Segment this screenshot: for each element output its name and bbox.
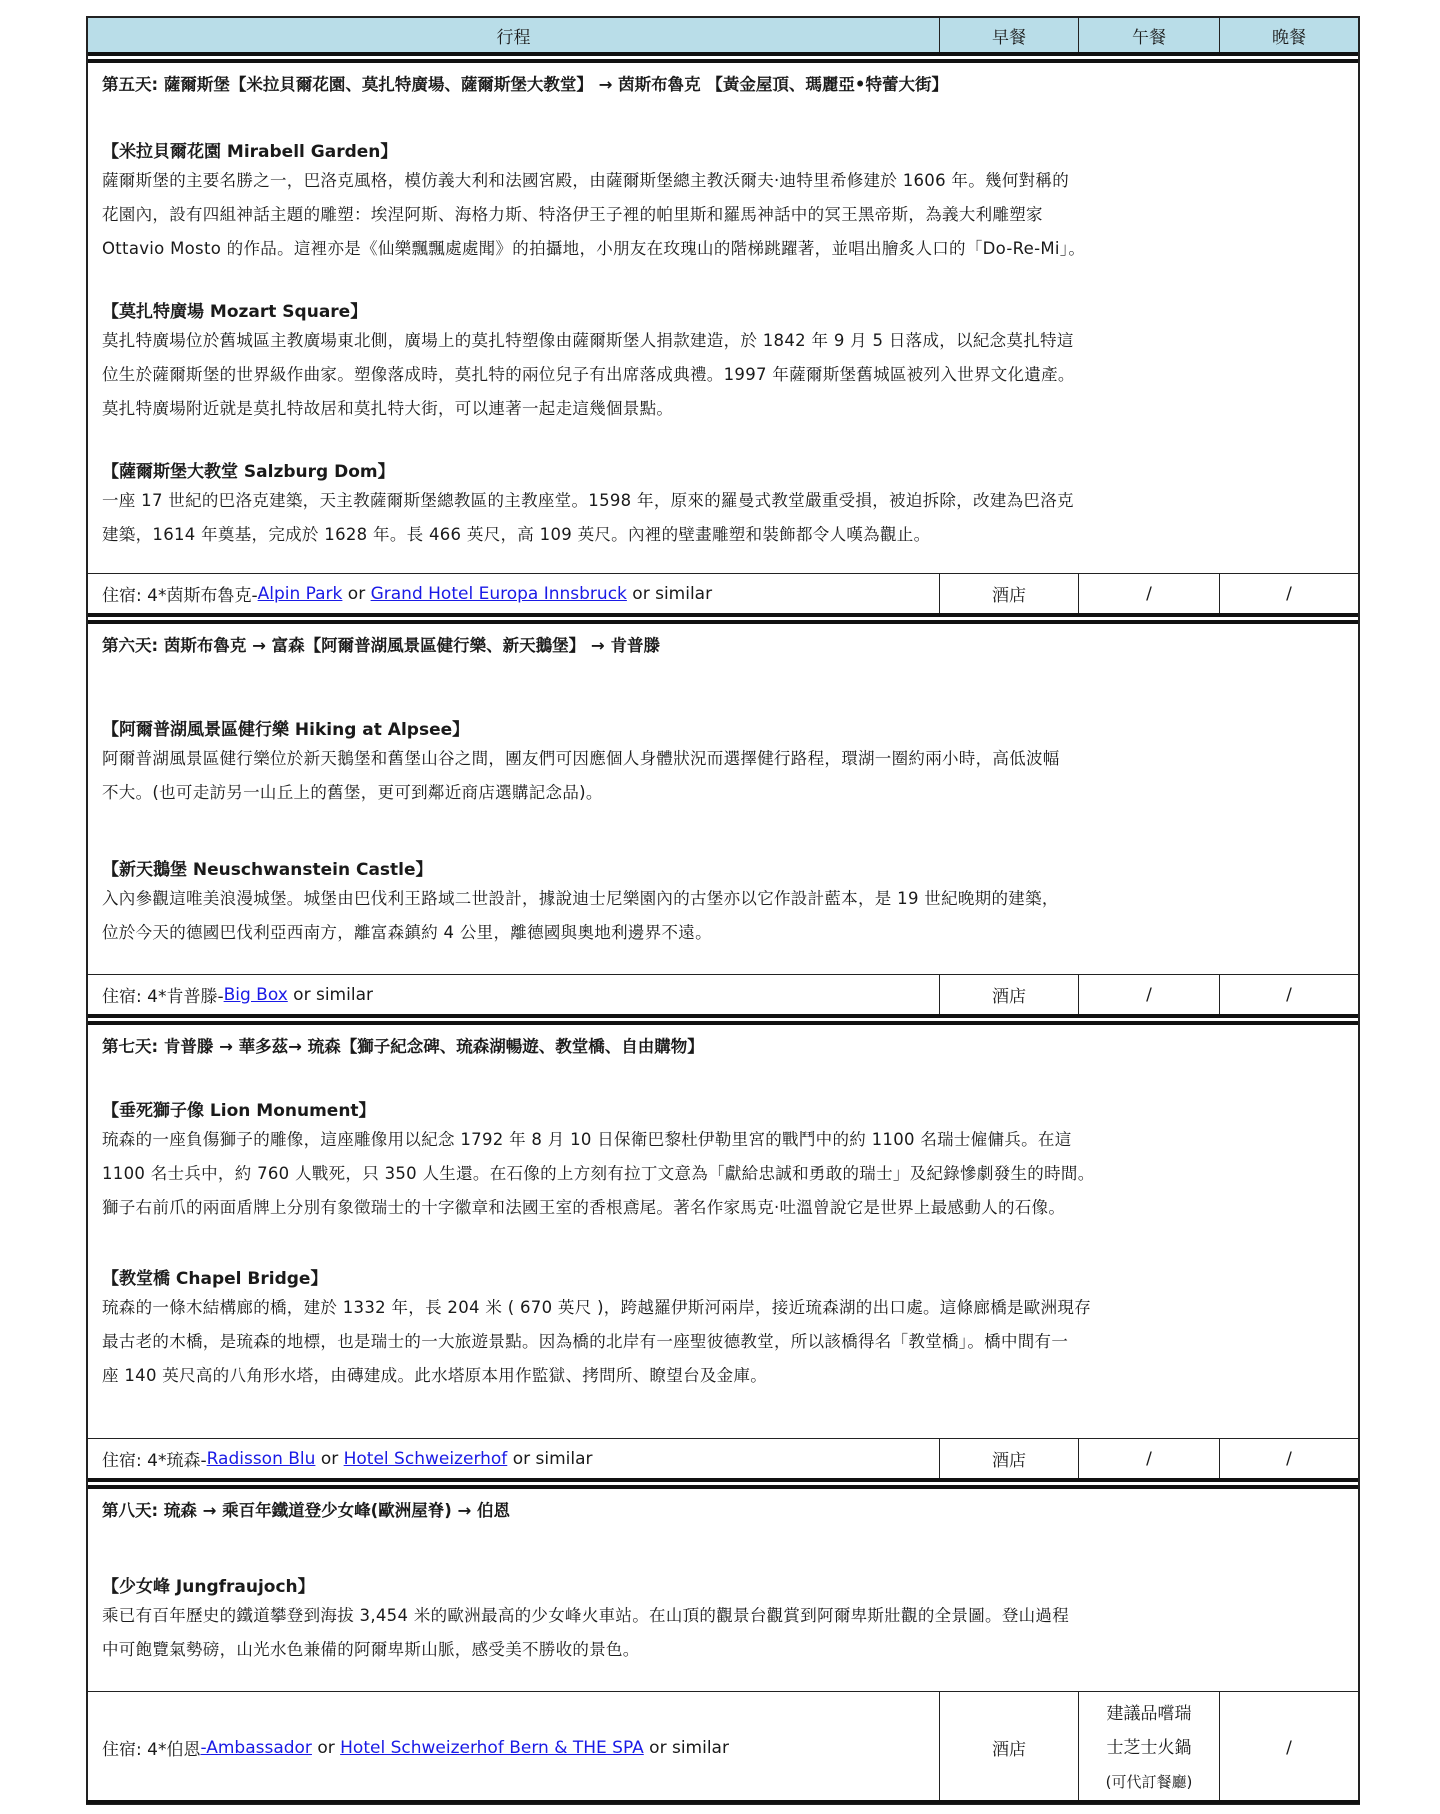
section-title: 【莫扎特廣場 Mozart Square】 <box>102 302 368 322</box>
section-title: 【米拉貝爾花園 Mirabell Garden】 <box>102 142 398 162</box>
section-line: 琉森的一條木結構廊的橋，建於 1332 年，長 204 米 ( 670 英尺 )，跨越羅伊斯河兩岸，接近琉森湖的出口處。這條廊橋是歐洲現存 <box>102 1298 1092 1317</box>
dinner-cell: / <box>1286 984 1292 1005</box>
section-line: 中可飽覽氣勢磅，山光水色兼備的阿爾卑斯山脈，感受美不勝收的景色。 <box>102 1640 640 1659</box>
section-line: 不大。(也可走訪另一山丘上的舊堡，更可到鄰近商店選購記念品)。 <box>102 783 603 802</box>
hotel-prefix: 住宿: 4*伯恩 <box>102 1740 201 1760</box>
hotel-cell <box>88 1692 940 1803</box>
hotel-link-radisson-blu[interactable]: Radisson Blu <box>206 1448 316 1469</box>
day-6-hotel-row <box>88 974 1358 1014</box>
hotel-prefix: 住宿: 4*琉森- <box>102 1451 207 1471</box>
divider <box>88 1014 1358 1025</box>
hotel-cell <box>88 975 940 1014</box>
section-title: 【新天鵝堡 Neuschwanstein Castle】 <box>102 860 433 880</box>
divider <box>88 1478 1358 1489</box>
breakfast-cell: 酒店 <box>940 1439 1079 1478</box>
day-5-hotel-row <box>88 573 1358 613</box>
lunch-cell: / <box>1079 574 1220 613</box>
lunch-cell <box>1079 1692 1220 1803</box>
hotel-link-big-box[interactable]: Big Box <box>223 984 288 1005</box>
section-line: 座 140 英尺高的八角形水塔，由磚建成。此水塔原本用作監獄、拷問所、瞭望台及金庫。 <box>102 1366 768 1385</box>
section-line: 1100 名士兵中，約 760 人戰死，只 350 人生還。在石像的上方刻有拉丁文意為「獻給忠誠和勇敢的瑞士」及紀錄慘劇發生的時間。 <box>102 1164 1095 1183</box>
hotel-suffix: or similar <box>626 583 713 604</box>
breakfast-cell: 酒店 <box>940 975 1079 1014</box>
day-6-content <box>88 624 1358 974</box>
lunch-line: 士芝士火鍋 <box>1106 1737 1192 1758</box>
lunch-line: 建議品嚐瑞 <box>1106 1703 1192 1724</box>
section-line: 位於今天的德國巴伐利亞西南方，離富森鎮約 4 公里，離德國與奧地利邊界不遠。 <box>102 923 712 942</box>
section-line: 薩爾斯堡的主要名勝之一，巴洛克風格，模仿義大利和法國宮殿，由薩爾斯堡總主教沃爾夫·迪特里希修建於 1606 年。幾何對稱的 <box>102 171 1070 190</box>
section-line: 位生於薩爾斯堡的世界級作曲家。塑像落成時，莫扎特的兩位兒子有出席落成典禮。1997 年薩爾斯堡舊城區被列入世界文化遺產。 <box>102 365 1075 384</box>
dinner-cell: / <box>1286 1448 1292 1469</box>
day-5-content <box>88 63 1358 573</box>
bottom-rule <box>86 1800 1360 1804</box>
section-line: 琉森的一座負傷獅子的雕像，這座雕像用以紀念 1792 年 8 月 10 日保衛巴黎杜伊勒里宮的戰鬥中的約 1100 名瑞士僱傭兵。在這 <box>102 1130 1072 1149</box>
section-line: 最古老的木橋，是琉森的地標，也是瑞士的一大旅遊景點。因為橋的北岸有一座聖彼德教堂，所以該橋得名「教堂橋」。橋中間有一 <box>102 1332 1069 1351</box>
header-dinner: 晚餐 <box>1272 27 1306 48</box>
day-7-content <box>88 1025 1358 1438</box>
divider <box>88 613 1358 624</box>
hotel-link-hotel-schweizerhof-bern[interactable]: Hotel Schweizerhof Bern & THE SPA <box>340 1737 644 1758</box>
lunch-cell: / <box>1079 975 1220 1014</box>
hotel-link-alpin-park[interactable]: Alpin Park <box>257 583 343 604</box>
breakfast-cell: 酒店 <box>940 1692 1079 1803</box>
day-title: 第五天: 薩爾斯堡【米拉貝爾花園、莫扎特廣場、薩爾斯堡大教堂】 → 茵斯布魯克 【黃金屋頂、瑪麗亞•特蕾大街】 <box>102 75 948 94</box>
section-title: 【薩爾斯堡大教堂 Salzburg Dom】 <box>102 462 395 482</box>
section-line: 乘已有百年歷史的鐵道攀登到海拔 3,454 米的歐洲最高的少女峰火車站。在山頂的觀景台觀賞到阿爾卑斯壯觀的全景圖。登山過程 <box>102 1606 1070 1625</box>
hotel-suffix: or similar <box>643 1737 729 1758</box>
lunch-cell: / <box>1079 1439 1220 1478</box>
section-line: 莫扎特廣場附近就是莫扎特故居和莫扎特大街，可以連著一起走這幾個景點。 <box>102 399 674 418</box>
hotel-or: or <box>311 1737 341 1758</box>
dinner-cell: / <box>1286 1737 1292 1758</box>
section-line: 入內參觀這唯美浪漫城堡。城堡由巴伐利王路域二世設計，據說迪士尼樂園內的古堡亦以它作設計藍本，是 19 世紀晚期的建築， <box>102 889 1059 908</box>
day-title: 第六天: 茵斯布魯克 → 富森【阿爾普湖風景區健行樂、新天鵝堡】 → 肯普滕 <box>102 636 660 655</box>
breakfast-cell: 酒店 <box>940 574 1079 613</box>
section-line: 一座 17 世紀的巴洛克建築，天主教薩爾斯堡總教區的主教座堂。1598 年，原來的羅曼式教堂嚴重受損，被迫拆除，改建為巴洛克 <box>102 491 1074 510</box>
hotel-prefix: 住宿: 4*肯普滕- <box>102 987 224 1007</box>
dinner-cell: / <box>1286 583 1292 604</box>
hotel-suffix: or similar <box>507 1448 593 1469</box>
day-title: 第八天: 琉森 → 乘百年鐵道登少女峰(歐洲屋脊) → 伯恩 <box>102 1501 511 1520</box>
divider <box>88 56 1358 63</box>
hotel-cell <box>88 1439 940 1478</box>
hotel-link-hotel-schweizerhof[interactable]: Hotel Schweizerhof <box>343 1448 508 1469</box>
day-8-content <box>88 1489 1358 1691</box>
section-line: 獅子右前爪的兩面盾牌上分別有象徵瑞士的十字徽章和法國王室的香根鳶尾。著名作家馬克·吐溫曾說它是世界上最感動人的石像。 <box>102 1198 1066 1217</box>
hotel-link-grand-hotel-europa[interactable]: Grand Hotel Europa Innsbruck <box>370 583 627 604</box>
header-lunch: 午餐 <box>1079 18 1220 52</box>
hotel-cell <box>88 574 940 613</box>
section-title: 【垂死獅子像 Lion Monument】 <box>102 1101 376 1121</box>
hotel-link-ambassador[interactable]: -Ambassador <box>200 1737 312 1758</box>
day-title: 第七天: 肯普滕 → 華多茲→ 琉森【獅子紀念碑、琉森湖暢遊、教堂橋、自由購物】 <box>102 1037 704 1056</box>
day-8-hotel-row <box>88 1691 1358 1805</box>
section-line: 建築，1614 年奠基，完成於 1628 年。長 466 英尺，高 109 英尺。內裡的壁畫雕塑和裝飾都令人嘆為觀止。 <box>102 525 931 544</box>
hotel-prefix: 住宿: 4*茵斯布魯克- <box>102 586 258 606</box>
section-title: 【阿爾普湖風景區健行樂 Hiking at Alpsee】 <box>102 720 470 740</box>
section-line: 花園內，設有四組神話主題的雕塑：埃涅阿斯、海格力斯、特洛伊王子裡的帕里斯和羅馬神話中的冥王黑帝斯，為義大利雕塑家 <box>102 205 1043 224</box>
hotel-or: or <box>342 583 371 604</box>
hotel-or: or <box>315 1448 344 1469</box>
header-itinerary: 行程 <box>88 18 940 52</box>
section-line: Ottavio Mosto 的作品。這裡亦是《仙樂飄飄處處聞》的拍攝地，小朋友在玫瑰山的階梯跳躍著，並唱出膾炙人口的「Do-Re-Mi」。 <box>102 239 1086 258</box>
day-7-hotel-row <box>88 1438 1358 1478</box>
section-title: 【教堂橋 Chapel Bridge】 <box>102 1269 328 1289</box>
table-header <box>88 16 1358 56</box>
hotel-suffix: or similar <box>287 984 373 1005</box>
section-line: 阿爾普湖風景區健行樂位於新天鵝堡和舊堡山谷之間，團友們可因應個人身體狀況而選擇健行路程，環湖一圈約兩小時，高低波幅 <box>102 749 1060 768</box>
header-breakfast: 早餐 <box>940 18 1079 52</box>
lunch-line: (可代訂餐廳) <box>1105 1772 1193 1791</box>
itinerary-table <box>86 16 1360 1805</box>
section-line: 莫扎特廣場位於舊城區主教廣場東北側，廣場上的莫扎特塑像由薩爾斯堡人捐款建造，於 1842 年 9 月 5 日落成，以紀念莫扎特這 <box>102 331 1074 350</box>
section-title: 【少女峰 Jungfraujoch】 <box>102 1577 315 1597</box>
